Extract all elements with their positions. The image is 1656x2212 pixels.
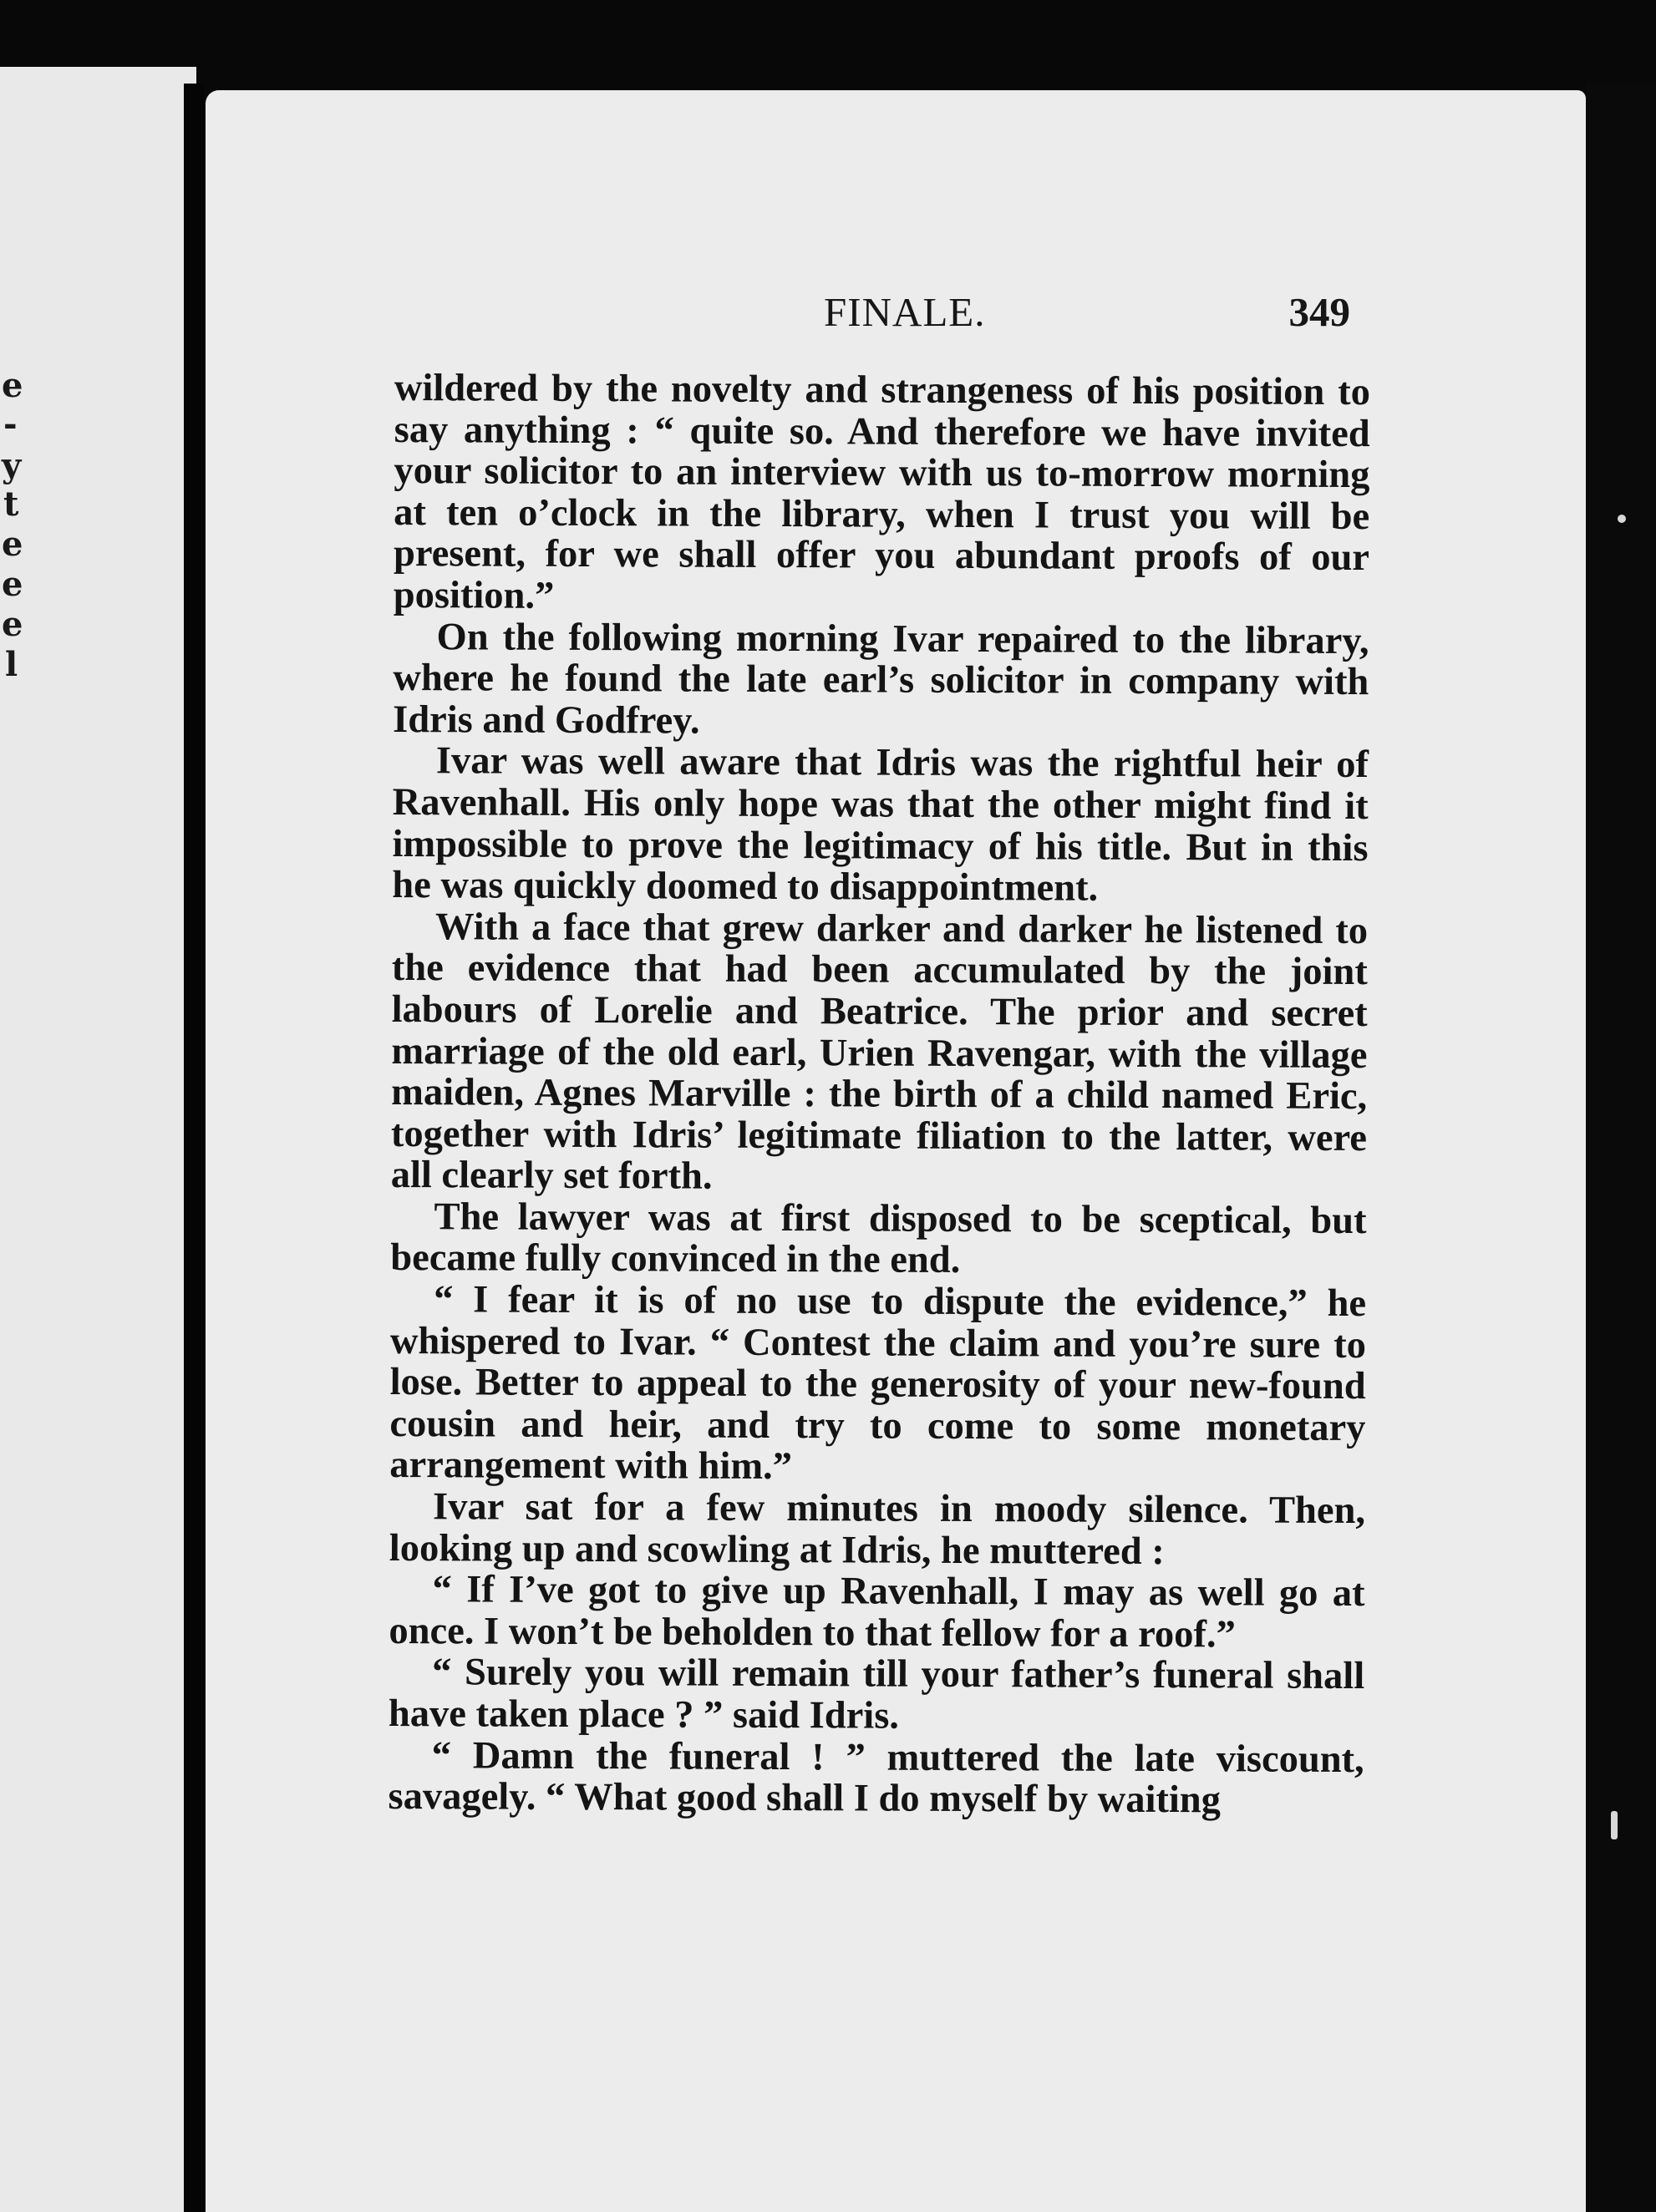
paragraph: Ivar was well aware that Idris was the rightful heir of Ravenhall. His only hope was that the other might find it impossible to prove the legitimacy of his title. But in this he was quickly doomed to disappointment. [392, 739, 1369, 910]
body-text [388, 368, 1370, 1822]
left-page-fragment: y [2, 446, 22, 485]
left-page-fragment: e [2, 525, 23, 564]
left-page-fragment: l [5, 645, 18, 684]
paragraph: wildered by the novelty and strangeness of his position to say anything : “ quite so. And therefore we have invited your solicitor to an interview with us to-morrow morning at ten o’clock in the library, when I trust you will be present, for we shall offer you abundant proofs of our position.” [393, 367, 1370, 617]
scan-speck [1611, 1811, 1618, 1839]
paragraph: “ Damn the funeral ! ” muttered the late viscount, savagely. “ What good shall I do myself by waiting [388, 1733, 1364, 1822]
page-edge-shadow [1586, 84, 1656, 2212]
left-facing-page [0, 67, 196, 2212]
left-page-fragment: e [2, 366, 23, 405]
scan-speck [1618, 515, 1626, 523]
left-page-fragment: e [2, 605, 23, 644]
paragraph: With a face that grew darker and darker he listened to the evidence that had been accumulated by the joint labours of Lorelie and Beatrice. The prior and secret marriage of the old earl, Urien Ravengar, with the village maiden, Agnes Marville : the birth of a child named Eric, together with Idris’ legitimate filiation to the latter, were all clearly set forth. [390, 905, 1369, 1198]
paragraph: “ Surely you will remain till your father’s funeral shall have taken place ? ” said Idris. [388, 1651, 1365, 1738]
paragraph: “ If I’ve got to give up Ravenhall, I may as well go at once. I won’t be beholden to that fellow for a roof.” [389, 1568, 1365, 1656]
book-gutter [184, 84, 204, 2212]
left-page-fragment: t [3, 485, 19, 524]
paragraph: On the following morning Ivar repaired to the library, where he found the late earl’s solicitor in company with Idris and Godfrey. [393, 615, 1369, 743]
left-page-fragment: e [2, 565, 23, 604]
paragraph: The lawyer was at first disposed to be sceptical, but became fully convinced in the end. [390, 1195, 1367, 1282]
left-page-fragment: - [3, 404, 18, 444]
paragraph: Ivar sat for a few minutes in moody silence. Then, looking up and scowling at Idris, he muttered : [389, 1485, 1366, 1573]
paragraph: “ I fear it is of no use to dispute the evidence,” he whispered to Ivar. “ Contest the claim and you’re sure to lose. Better to appeal to the generosity of your new-found cousin and heir, and try to come to some monetary arrangement with him.” [389, 1278, 1367, 1489]
page-number: 349 [1288, 289, 1350, 335]
page-header [790, 288, 1359, 347]
running-title: FINALE. [824, 289, 986, 335]
